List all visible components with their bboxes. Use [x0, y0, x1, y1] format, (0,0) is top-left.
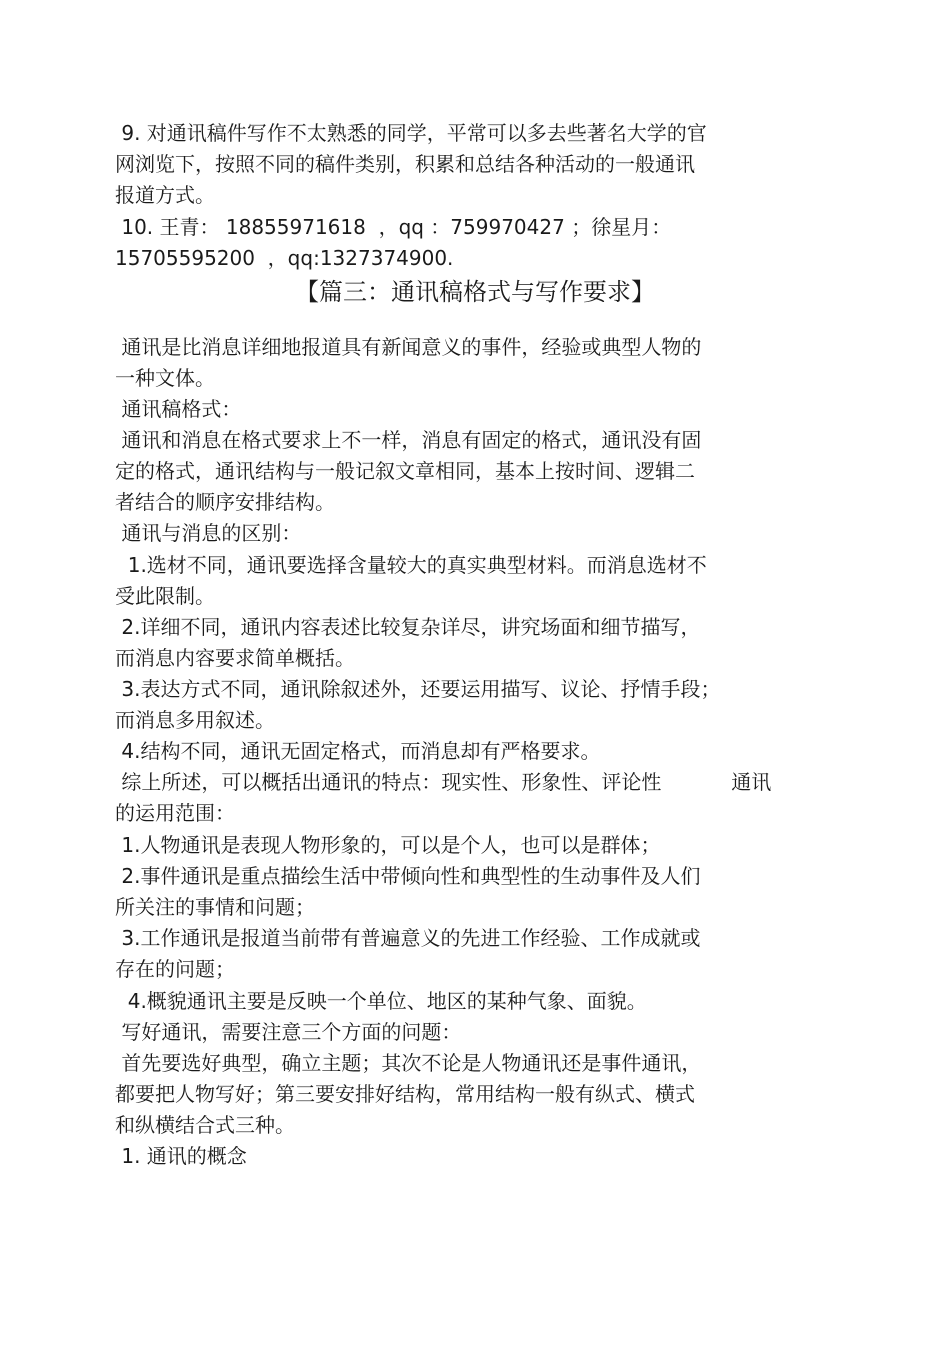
summary-line-1: 综上所述，可以概括出通讯的特点：现实性、形象性、评论性 通讯 — [115, 770, 772, 794]
format-text-line-2: 定的格式，通讯结构与一般记叙文章相同，基本上按时间、逻辑二 — [115, 459, 695, 483]
item-9-line-1: 9. 对通讯稿件写作不太熟悉的同学，平常可以多去些著名大学的官 — [115, 121, 707, 145]
tips-heading: 写好通讯，需要注意三个方面的问题： — [115, 1020, 462, 1044]
difference-item-2-line-1: 2.详细不同，通讯内容表述比较复杂详尽，讲究场面和细节描写， — [115, 615, 701, 639]
item-9-line-2: 网浏览下，按照不同的稿件类别，积累和总结各种活动的一般通讯 — [115, 152, 695, 176]
item-10-line-1: 10. 王青： 18855971618 ，qq ：759970427 ；徐星月： — [115, 215, 672, 239]
scope-item-3-line-1: 3.工作通讯是报道当前带有普遍意义的先进工作经验、工作成就或 — [115, 926, 701, 950]
definition-line-2: 一种文体。 — [115, 366, 215, 390]
tips-text-line-1: 首先要选好典型，确立主题；其次不论是人物通讯还是事件通讯， — [115, 1051, 702, 1075]
scope-item-3-line-2: 存在的问题； — [115, 957, 235, 981]
difference-item-3-line-1: 3.表达方式不同，通讯除叙述外，还要运用描写、议论、抒情手段； — [115, 677, 721, 701]
difference-item-1-line-1: 1.选材不同，通讯要选择含量较大的真实典型材料。而消息选材不 — [115, 553, 707, 577]
scope-item-2-line-1: 2.事件通讯是重点描绘生活中带倾向性和典型性的生动事件及人们 — [115, 864, 701, 888]
format-text-line-1: 通讯和消息在格式要求上不一样，消息有固定的格式，通讯没有固 — [115, 428, 702, 452]
scope-item-2-line-2: 所关注的事情和问题； — [115, 895, 315, 919]
concept-heading: 1. 通讯的概念 — [115, 1144, 247, 1168]
difference-item-2-line-2: 而消息内容要求简单概括。 — [115, 646, 355, 670]
tips-text-line-2: 都要把人物写好；第三要安排好结构，常用结构一般有纵式、横式 — [115, 1082, 695, 1106]
tips-text-line-3: 和纵横结合式三种。 — [115, 1113, 295, 1137]
section-title: 【篇三：通讯稿格式与写作要求】 — [295, 278, 655, 306]
item-10-line-2: 15705595200 ，qq:1327374900. — [115, 246, 454, 270]
difference-item-1-line-2: 受此限制。 — [115, 584, 215, 608]
difference-heading: 通讯与消息的区别： — [115, 521, 302, 545]
format-heading: 通讯稿格式： — [115, 397, 242, 421]
difference-item-3-line-2: 而消息多用叙述。 — [115, 708, 275, 732]
item-9-line-3: 报道方式。 — [115, 183, 215, 207]
definition-line-1: 通讯是比消息详细地报道具有新闻意义的事件，经验或典型人物的 — [115, 335, 702, 359]
summary-line-2: 的运用范围： — [115, 801, 235, 825]
format-text-line-3: 者结合的顺序安排结构。 — [115, 490, 335, 514]
difference-item-4: 4.结构不同，通讯无固定格式，而消息却有严格要求。 — [115, 739, 601, 763]
scope-item-4: 4.概貌通讯主要是反映一个单位、地区的某种气象、面貌。 — [115, 989, 647, 1013]
scope-item-1: 1.人物通讯是表现人物形象的，可以是个人，也可以是群体； — [115, 833, 661, 857]
